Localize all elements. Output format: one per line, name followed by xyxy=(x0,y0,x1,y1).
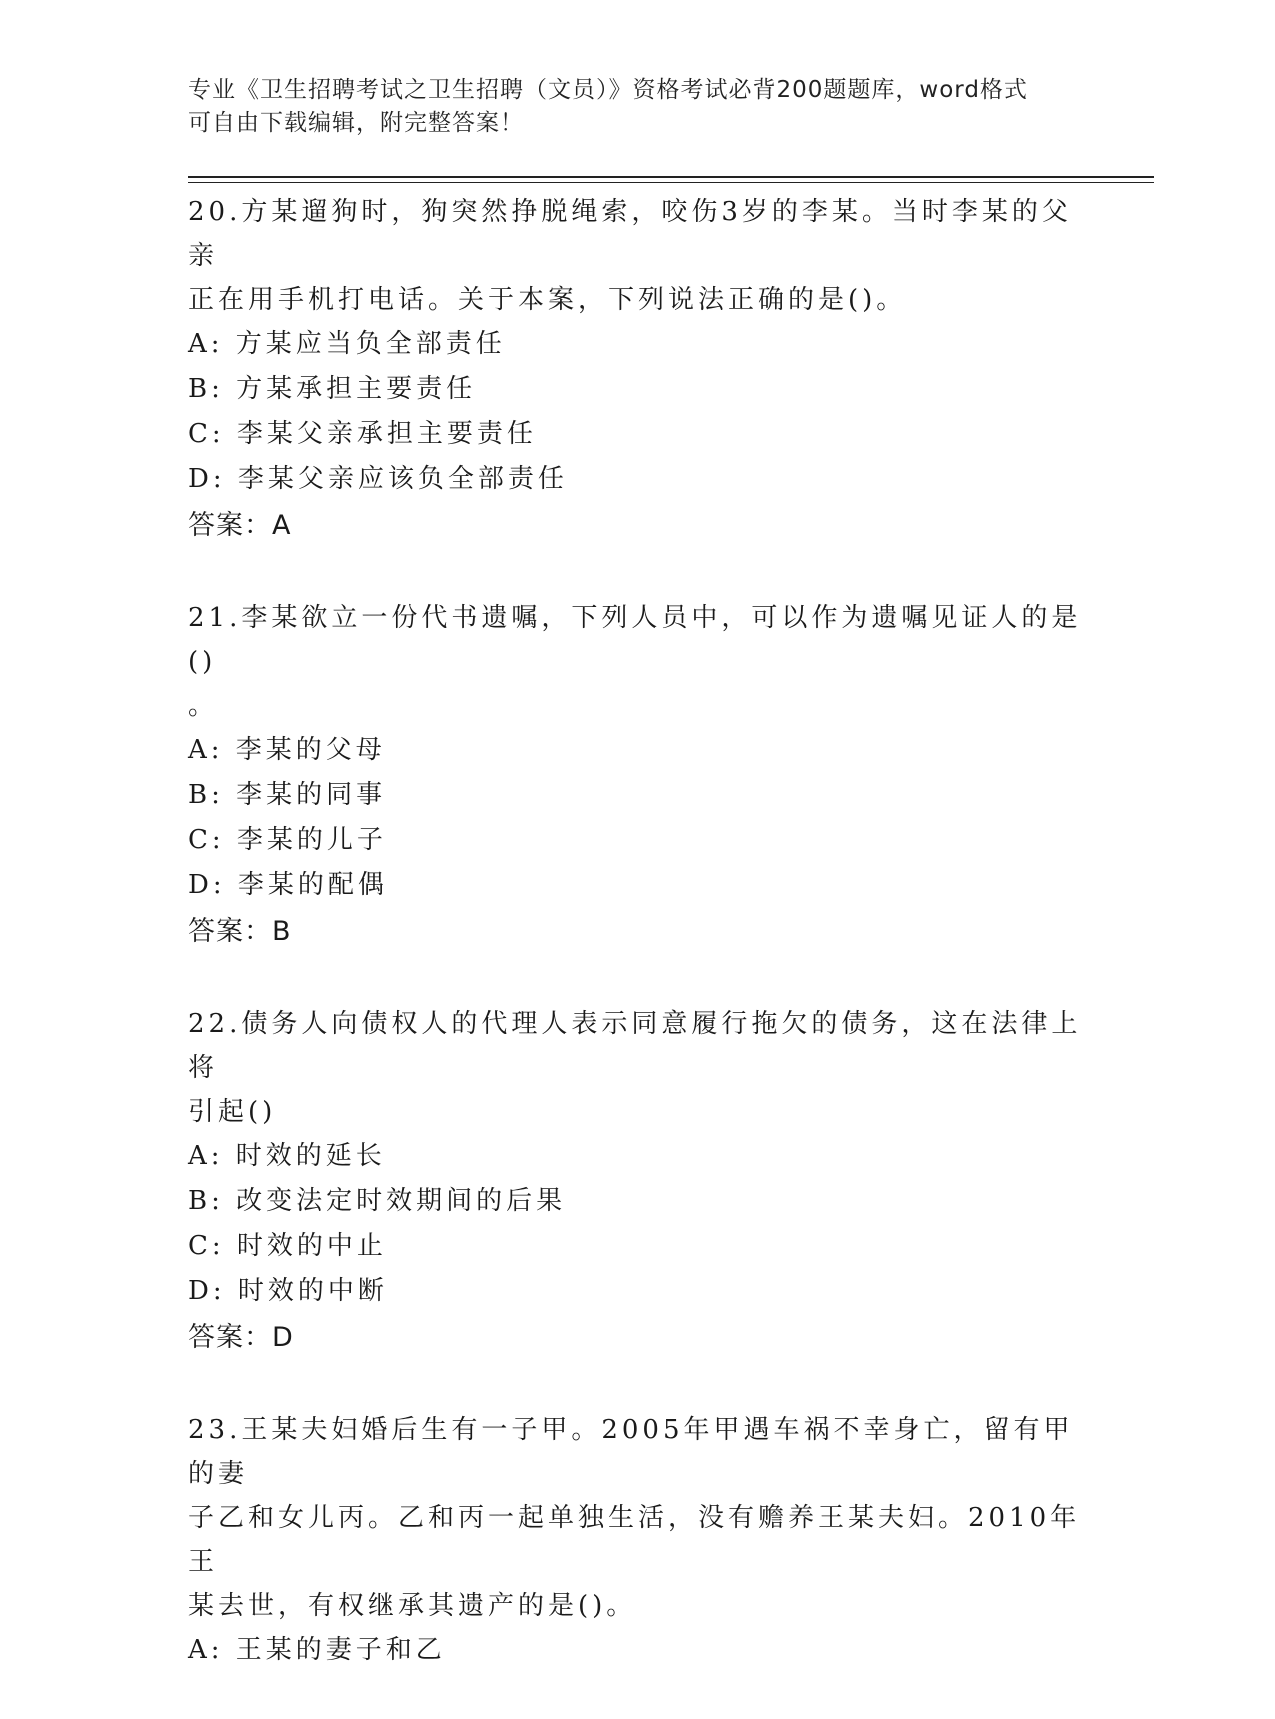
header-line-1: 专业《卫生招聘考试之卫生招聘（文员）》资格考试必背200题题库，word格式 xyxy=(188,77,1028,103)
question-stem-line: 20.方某遛狗时，狗突然挣脱绳索，咬伤3岁的李某。当时李某的父亲 xyxy=(188,197,1072,271)
question-stem-line: 子乙和女儿丙。乙和丙一起单独生活，没有赡养王某夫妇。2010年王 xyxy=(188,1503,1081,1577)
question-stem-line: 正在用手机打电话。关于本案，下列说法正确的是()。 xyxy=(188,285,907,315)
option-a: A: 李某的父母 xyxy=(188,735,386,765)
question-stem-line: 23.王某夫妇婚后生有一子甲。2005年甲遇车祸不幸身亡，留有甲的妻 xyxy=(188,1415,1074,1489)
question-stem-line: 22.债务人向债权人的代理人表示同意履行拖欠的债务，这在法律上将 xyxy=(188,1009,1082,1083)
option-c: C: 李某的儿子 xyxy=(188,825,387,855)
question-22 xyxy=(188,1002,1088,1362)
option-b: B: 方某承担主要责任 xyxy=(188,374,477,404)
option-d: D: 李某的配偶 xyxy=(188,870,388,900)
document-header xyxy=(188,74,1088,140)
answer-line: 答案：B xyxy=(188,916,292,947)
answer-line: 答案：A xyxy=(188,510,292,541)
question-stem-line: 某去世，有权继承其遗产的是()。 xyxy=(188,1591,637,1621)
answer-line: 答案：D xyxy=(188,1322,294,1353)
option-d: D: 时效的中断 xyxy=(188,1276,388,1306)
option-b: B: 李某的同事 xyxy=(188,780,387,810)
header-line-2: 可自由下载编辑，附完整答案！ xyxy=(188,110,524,136)
option-c: C: 时效的中止 xyxy=(188,1231,387,1261)
option-a: A: 王某的妻子和乙 xyxy=(188,1635,446,1665)
question-stem-line: 21.李某欲立一份代书遗嘱，下列人员中，可以作为遗嘱见证人的是() xyxy=(188,603,1082,677)
option-c: C: 李某父亲承担主要责任 xyxy=(188,419,537,449)
option-d: D: 李某父亲应该负全部责任 xyxy=(188,464,568,494)
option-b: B: 改变法定时效期间的后果 xyxy=(188,1186,567,1216)
question-20 xyxy=(188,190,1088,550)
question-21 xyxy=(188,596,1088,956)
question-stem-line: 。 xyxy=(188,691,219,721)
header-divider-thick xyxy=(188,176,1154,178)
option-a: A: 时效的延长 xyxy=(188,1141,386,1171)
question-list xyxy=(188,190,1088,1719)
question-23 xyxy=(188,1408,1088,1673)
question-stem-line: 引起() xyxy=(188,1097,277,1127)
option-a: A: 方某应当负全部责任 xyxy=(188,329,506,359)
header-divider-thin xyxy=(188,182,1154,183)
